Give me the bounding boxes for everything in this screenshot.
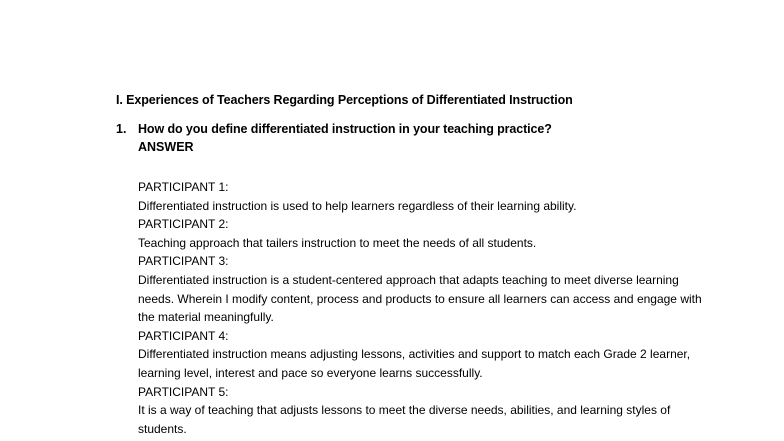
participant-label: PARTICIPANT 2:: [138, 217, 229, 232]
participant-label: PARTICIPANT 5:: [138, 384, 229, 399]
participant-responses: [138, 178, 708, 438]
answer-label: ANSWER: [138, 140, 194, 154]
participant-response-2: [138, 215, 708, 252]
participant-response-5: [138, 383, 708, 439]
participant-response-4: [138, 327, 708, 383]
participant-text: Teaching approach that tailers instruction to meet the needs of all students.: [138, 235, 537, 250]
participant-text: Differentiated instruction is used to help learners regardless of their learning ability.: [138, 198, 577, 213]
participant-response-1: [138, 178, 708, 215]
participant-label: PARTICIPANT 1:: [138, 180, 229, 194]
section-heading: I. Experiences of Teachers Regarding Perceptions of Differentiated Instruction: [116, 93, 573, 107]
participant-text: Differentiated instruction is a student-centered approach that adapts teaching to meet diverse learning needs. Wherein I modify content, process and products to ensure all learners can access and engage with the material meaningfully.: [138, 272, 702, 325]
question-text: How do you define differentiated instruction in your teaching practice?: [138, 122, 552, 136]
participant-label: PARTICIPANT 3:: [138, 254, 229, 269]
participant-text: It is a way of teaching that adjusts lessons to meet the diverse needs, abilities, and learning styles of students.: [138, 403, 671, 436]
participant-response-3: [138, 252, 708, 326]
question-number: 1.: [116, 122, 127, 136]
participant-label: PARTICIPANT 4:: [138, 328, 229, 343]
participant-text: Differentiated instruction means adjusting lessons, activities and support to match each Grade 2 learner, learning level, interest and pace so everyone learns successfully.: [138, 347, 691, 380]
